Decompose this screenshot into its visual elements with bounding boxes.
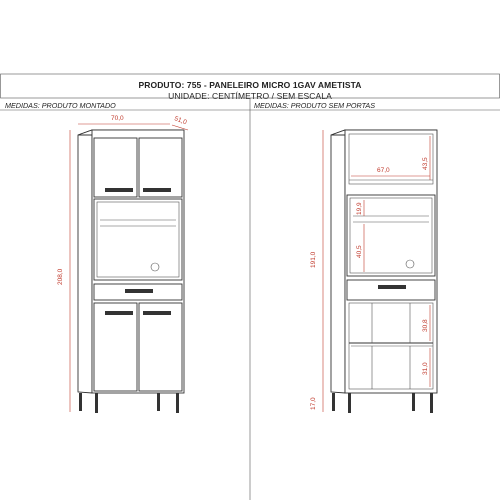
depth-label: 51,0 xyxy=(173,115,188,127)
unit-note: UNIDADE: CENTÍMETRO / SEM ESCALA xyxy=(168,91,332,101)
side-panel xyxy=(331,130,345,393)
width-label: 70,0 xyxy=(111,115,124,122)
niche-width-label: 67,0 xyxy=(377,167,390,174)
foot xyxy=(430,393,433,413)
shelf-gap-label: 19,9 xyxy=(356,202,363,215)
foot xyxy=(95,393,98,413)
body-height-label: 191,0 xyxy=(310,251,317,268)
product-title: PRODUTO: 755 - PANELEIRO MICRO 1GAV AMETISTA xyxy=(138,80,362,90)
front-carcass xyxy=(92,130,184,393)
lower-shelf-2-label: 31,0 xyxy=(422,362,429,375)
side-panel xyxy=(78,130,92,393)
micro-niche-height-label: 40,5 xyxy=(356,245,363,258)
drawer-handle xyxy=(125,289,153,293)
assembled-cabinet xyxy=(78,130,184,413)
no-doors-caption: MEDIDAS: PRODUTO SEM PORTAS xyxy=(254,101,376,110)
handle-lower-right xyxy=(143,311,171,315)
drawer-handle xyxy=(378,285,406,289)
foot xyxy=(412,393,415,411)
handle-upper-left xyxy=(105,188,133,192)
handle-lower-left xyxy=(105,311,133,315)
foot xyxy=(79,393,82,411)
foot xyxy=(348,393,351,413)
handle-upper-right xyxy=(143,188,171,192)
feet-label: 17,0 xyxy=(310,397,317,410)
foot xyxy=(332,393,335,411)
top-niche-height-label: 43,5 xyxy=(422,157,429,170)
foot xyxy=(157,393,160,411)
header-frame xyxy=(1,74,500,98)
total-height-label: 208,0 xyxy=(57,268,64,285)
foot xyxy=(176,393,179,413)
assembled-caption: MEDIDAS: PRODUTO MONTADO xyxy=(5,101,116,110)
lower-shelf-1-label: 30,8 xyxy=(422,319,429,332)
depth-dim-line xyxy=(172,125,188,130)
